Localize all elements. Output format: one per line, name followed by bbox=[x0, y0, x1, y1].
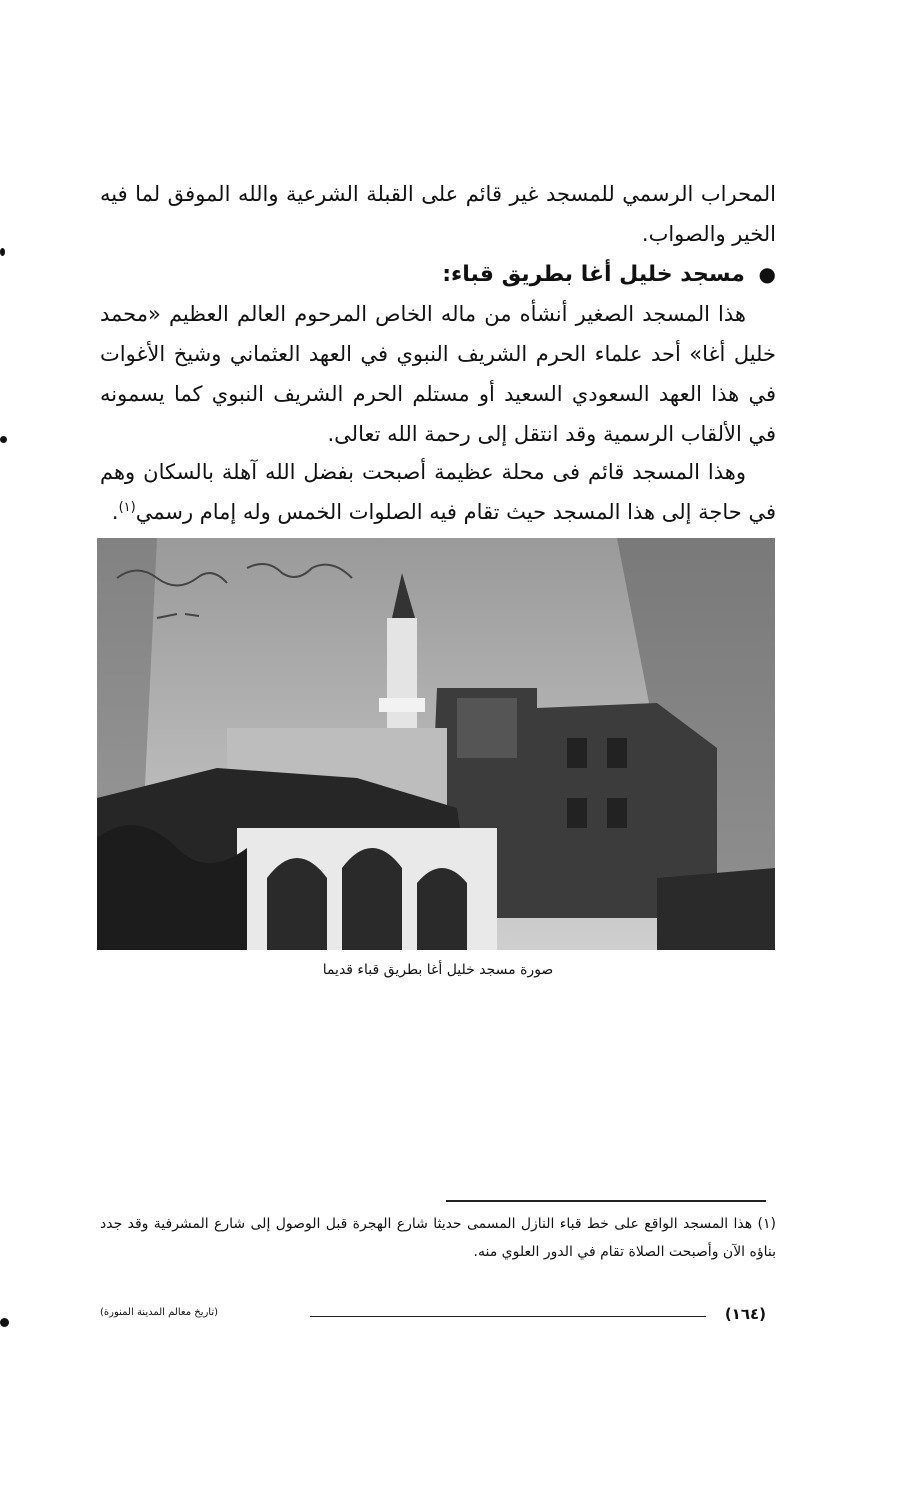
scan-mark bbox=[0, 248, 5, 256]
book-title: (تاريخ معالم المدينة المنورة) bbox=[100, 1307, 219, 1318]
page-footer bbox=[100, 1305, 776, 1329]
photo-caption: صورة مسجد خليل أغا بطريق قباء قديما bbox=[322, 962, 554, 978]
scan-mark bbox=[0, 1318, 9, 1327]
page-number: (١٦٤) bbox=[724, 1305, 766, 1323]
bullet-icon: ● bbox=[758, 262, 776, 286]
footnote-text: (١) هذا المسجد الواقع على خط قباء النازل المسمى حديثا شارع الهجرة قبل الوصول إلى شارع المشرفية وقد جدد بناؤه الآن وأصبحت الصلاة تقام في الدور العلوي منه. bbox=[100, 1216, 776, 1260]
paragraph-3 bbox=[100, 452, 776, 532]
footnote-separator bbox=[446, 1200, 766, 1202]
section-heading bbox=[100, 254, 776, 295]
section-heading-text: مسجد خليل أغا بطريق قباء: bbox=[442, 262, 745, 287]
mosque-photo-illustration bbox=[97, 538, 775, 950]
mosque-photo bbox=[97, 538, 775, 950]
paragraph-3-text: وهذا المسجد قائم فى محلة عظيمة أصبحت بفضل الله آهلة بالسكان وهم في حاجة إلى هذا المسجد حيث تقام فيه الصلوات الخمس وله إمام رسمي bbox=[100, 460, 776, 524]
paragraph-2: هذا المسجد الصغير أنشأه من ماله الخاص المرحوم العالم العظيم «محمد خليل أغا» أحد علماء الحرم الشريف النبوي في العهد العثماني وشيخ الأغوات في هذا العهد السعودي السعيد أو مستلم الحرم الشريف النبوي كما يسمونه في الألقاب الرسمية وقد انتقل إلى رحمة الله تعالى. bbox=[100, 302, 776, 446]
footnote-reference: (١) bbox=[118, 500, 136, 515]
footer-line bbox=[310, 1316, 706, 1317]
scan-mark bbox=[0, 436, 7, 443]
paragraph-3-end: . bbox=[111, 500, 119, 524]
paragraph-1: المحراب الرسمي للمسجد غير قائم على القبلة الشرعية والله الموفق لما فيه الخير والصواب. bbox=[100, 182, 776, 246]
